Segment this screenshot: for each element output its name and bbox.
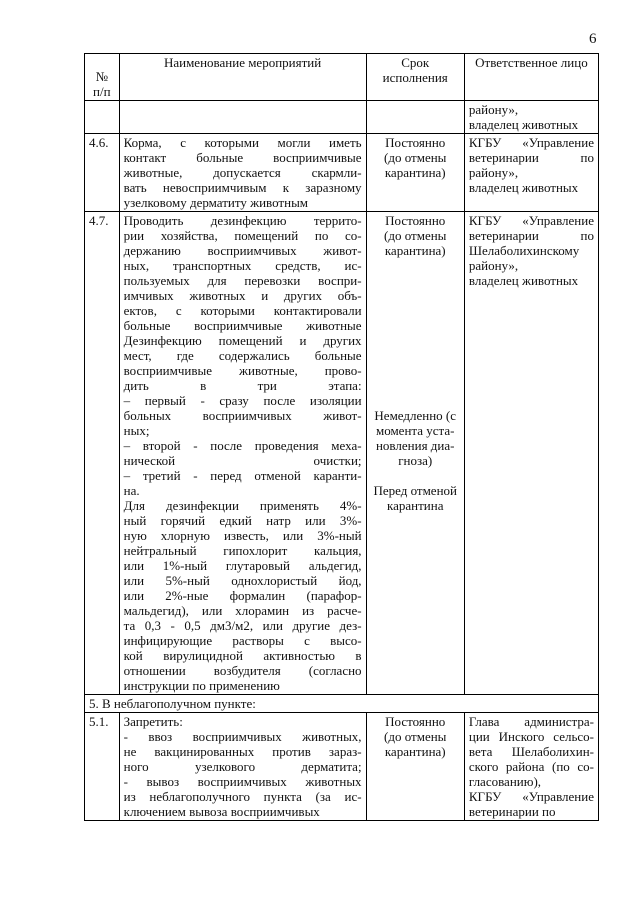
text-line: Корма, с которыми могли иметь (123, 135, 362, 150)
text-line: гласованию), (468, 774, 542, 789)
text-line: вета Шелаболихин- (468, 744, 594, 759)
text-line: Постоянно (385, 135, 446, 150)
text-line: району», (468, 165, 519, 180)
header-responsible: Ответственное лицо (464, 54, 598, 101)
row-number: 5.1. (85, 713, 120, 821)
row-name (119, 134, 366, 212)
text-line: гноза) (398, 453, 433, 468)
text-line: владелец животных (468, 180, 579, 195)
row-term (366, 134, 464, 212)
text-line: – первый - сразу после изоляции (123, 393, 362, 408)
text-line: Дезинфекцию помещений и других (123, 333, 362, 348)
text-line: КГБУ «Управление (468, 213, 594, 228)
text-line: КГБУ «Управление (468, 135, 594, 150)
text-line: кой вирулицидной активностью в (123, 648, 362, 663)
text-line: (до отмены (384, 729, 447, 744)
text-line: карантина (386, 498, 444, 513)
row-name (119, 212, 366, 695)
text-line: – второй - после проведения меха- (123, 438, 362, 453)
text-line: Для дезинфекции применять 4%- (123, 498, 362, 513)
text-line: карантина) (384, 744, 446, 759)
text-line: ции Инского сельсо- (468, 729, 594, 744)
text-line: из неблагополучного пункта (за ис- (123, 789, 362, 804)
row-responsible (464, 134, 598, 212)
row-responsible (464, 212, 598, 695)
term-stage-3 (371, 483, 460, 513)
text-line: ветеринарии по (468, 150, 594, 165)
text-line: животные, допускается скармли- (123, 165, 362, 180)
row-responsible (464, 713, 598, 821)
text-line: карантина) (384, 243, 446, 258)
header-num: № п/п (85, 54, 120, 101)
text-line: Перед отменой (373, 483, 457, 498)
row-number: 4.6. (85, 134, 120, 212)
text-line: карантина) (384, 165, 446, 180)
text-line: рии хозяйства, помещений по со- (123, 228, 362, 243)
text-line: - ввоз восприимчивых животных, (123, 729, 362, 744)
text-line: контакт больные восприимчивые (123, 150, 362, 165)
text-line: – третий - перед отменой каранти- (123, 468, 362, 483)
row-name (119, 713, 366, 821)
text-line: ный горячий едкий натр или 3%- (123, 513, 362, 528)
text-line: восприимчивые животные, прово- (123, 363, 362, 378)
text-line: КГБУ «Управление (468, 789, 594, 804)
action-plan-table (84, 53, 599, 821)
text-line: Проводить дезинфекцию террито- (123, 213, 362, 228)
text-line: ных; (123, 423, 150, 438)
continued-num (85, 101, 120, 134)
row-number: 4.7. (85, 212, 120, 695)
text-line: момента уста- (375, 423, 455, 438)
text-line: ветеринарии по (468, 228, 594, 243)
text-line: Шелаболихинскому (468, 243, 580, 258)
text-line: узелковому дерматиту животным (123, 195, 309, 210)
table-row-5-1 (85, 713, 599, 821)
text-line: имчивых животных и других объ- (123, 288, 362, 303)
text-line: району», (468, 102, 519, 117)
text-line: (до отмены (384, 150, 447, 165)
text-line: району», (468, 258, 519, 273)
text-line: отношении возбудителя (согласно (123, 663, 362, 678)
page-number: 6 (589, 31, 597, 47)
section-5-title: 5. В неблагополучном пункте: (85, 695, 599, 713)
text-line: ключением вывоза восприимчивых (123, 804, 320, 819)
row-term (366, 212, 464, 695)
text-line: Глава администра- (468, 714, 594, 729)
text-line: ного узелкового дерматита; (123, 759, 362, 774)
continued-row (85, 101, 599, 134)
text-line: Немедленно (с (374, 408, 457, 423)
text-line: мест, где содержались больные (123, 348, 362, 363)
text-line: нической очистки; (123, 453, 362, 468)
text-line: не вакцинированных против зараз- (123, 744, 362, 759)
text-line: ского района (по со- (468, 759, 594, 774)
text-line: владелец животных (468, 117, 579, 132)
table-header-row (85, 54, 599, 101)
term-general (371, 213, 460, 258)
text-line: (до отмены (384, 228, 447, 243)
term-stage-1 (371, 408, 460, 468)
text-line: Постоянно (385, 714, 446, 729)
text-line: больные восприимчивые животные (123, 318, 362, 333)
text-line: вать невосприимчивым к заразному (123, 180, 362, 195)
text-line: на. (123, 483, 140, 498)
header-name: Наименование мероприятий (119, 54, 366, 101)
continued-name (119, 101, 366, 134)
text-line: или 1%-ный глутаровый альдегид, (123, 558, 362, 573)
text-line: - вывоз восприимчивых животных (123, 774, 362, 789)
text-line: ных, транспортных средств, ис- (123, 258, 362, 273)
text-line: пользуемых для перевозки воспри- (123, 273, 362, 288)
text-line: инфицирующие растворы с высо- (123, 633, 362, 648)
text-line: новления диа- (375, 438, 455, 453)
continued-responsible (464, 101, 598, 134)
text-line: больных восприимчивых живот- (123, 408, 362, 423)
text-line: ветеринарии по (468, 804, 556, 819)
text-line: та 0,3 - 0,5 дм3/м2, или другие дез- (123, 618, 362, 633)
text-line: ную хлорную известь, или 3%-ный (123, 528, 362, 543)
text-line: Постоянно (385, 213, 446, 228)
table-row-4-6 (85, 134, 599, 212)
table-row-4-7 (85, 212, 599, 695)
text-line: Запретить: (123, 714, 183, 729)
text-line: держанию восприимчивых живот- (123, 243, 362, 258)
text-line: или 5%-ный однохлористый йод, (123, 573, 362, 588)
row-term (366, 713, 464, 821)
section-5-row (85, 695, 599, 713)
text-line: или 2%-ные формалин (парафор- (123, 588, 362, 603)
text-line: инструкции по применению (123, 678, 280, 693)
header-term: Срок исполнения (366, 54, 464, 101)
text-line: нейтральный гипохлорит кальция, (123, 543, 362, 558)
text-line: дить в три этапа: (123, 378, 362, 393)
text-line: ектов, с которыми контактировали (123, 303, 362, 318)
continued-term (366, 101, 464, 134)
text-line: мальдегид), или хлорамин из расче- (123, 603, 362, 618)
text-line: владелец животных (468, 273, 579, 288)
